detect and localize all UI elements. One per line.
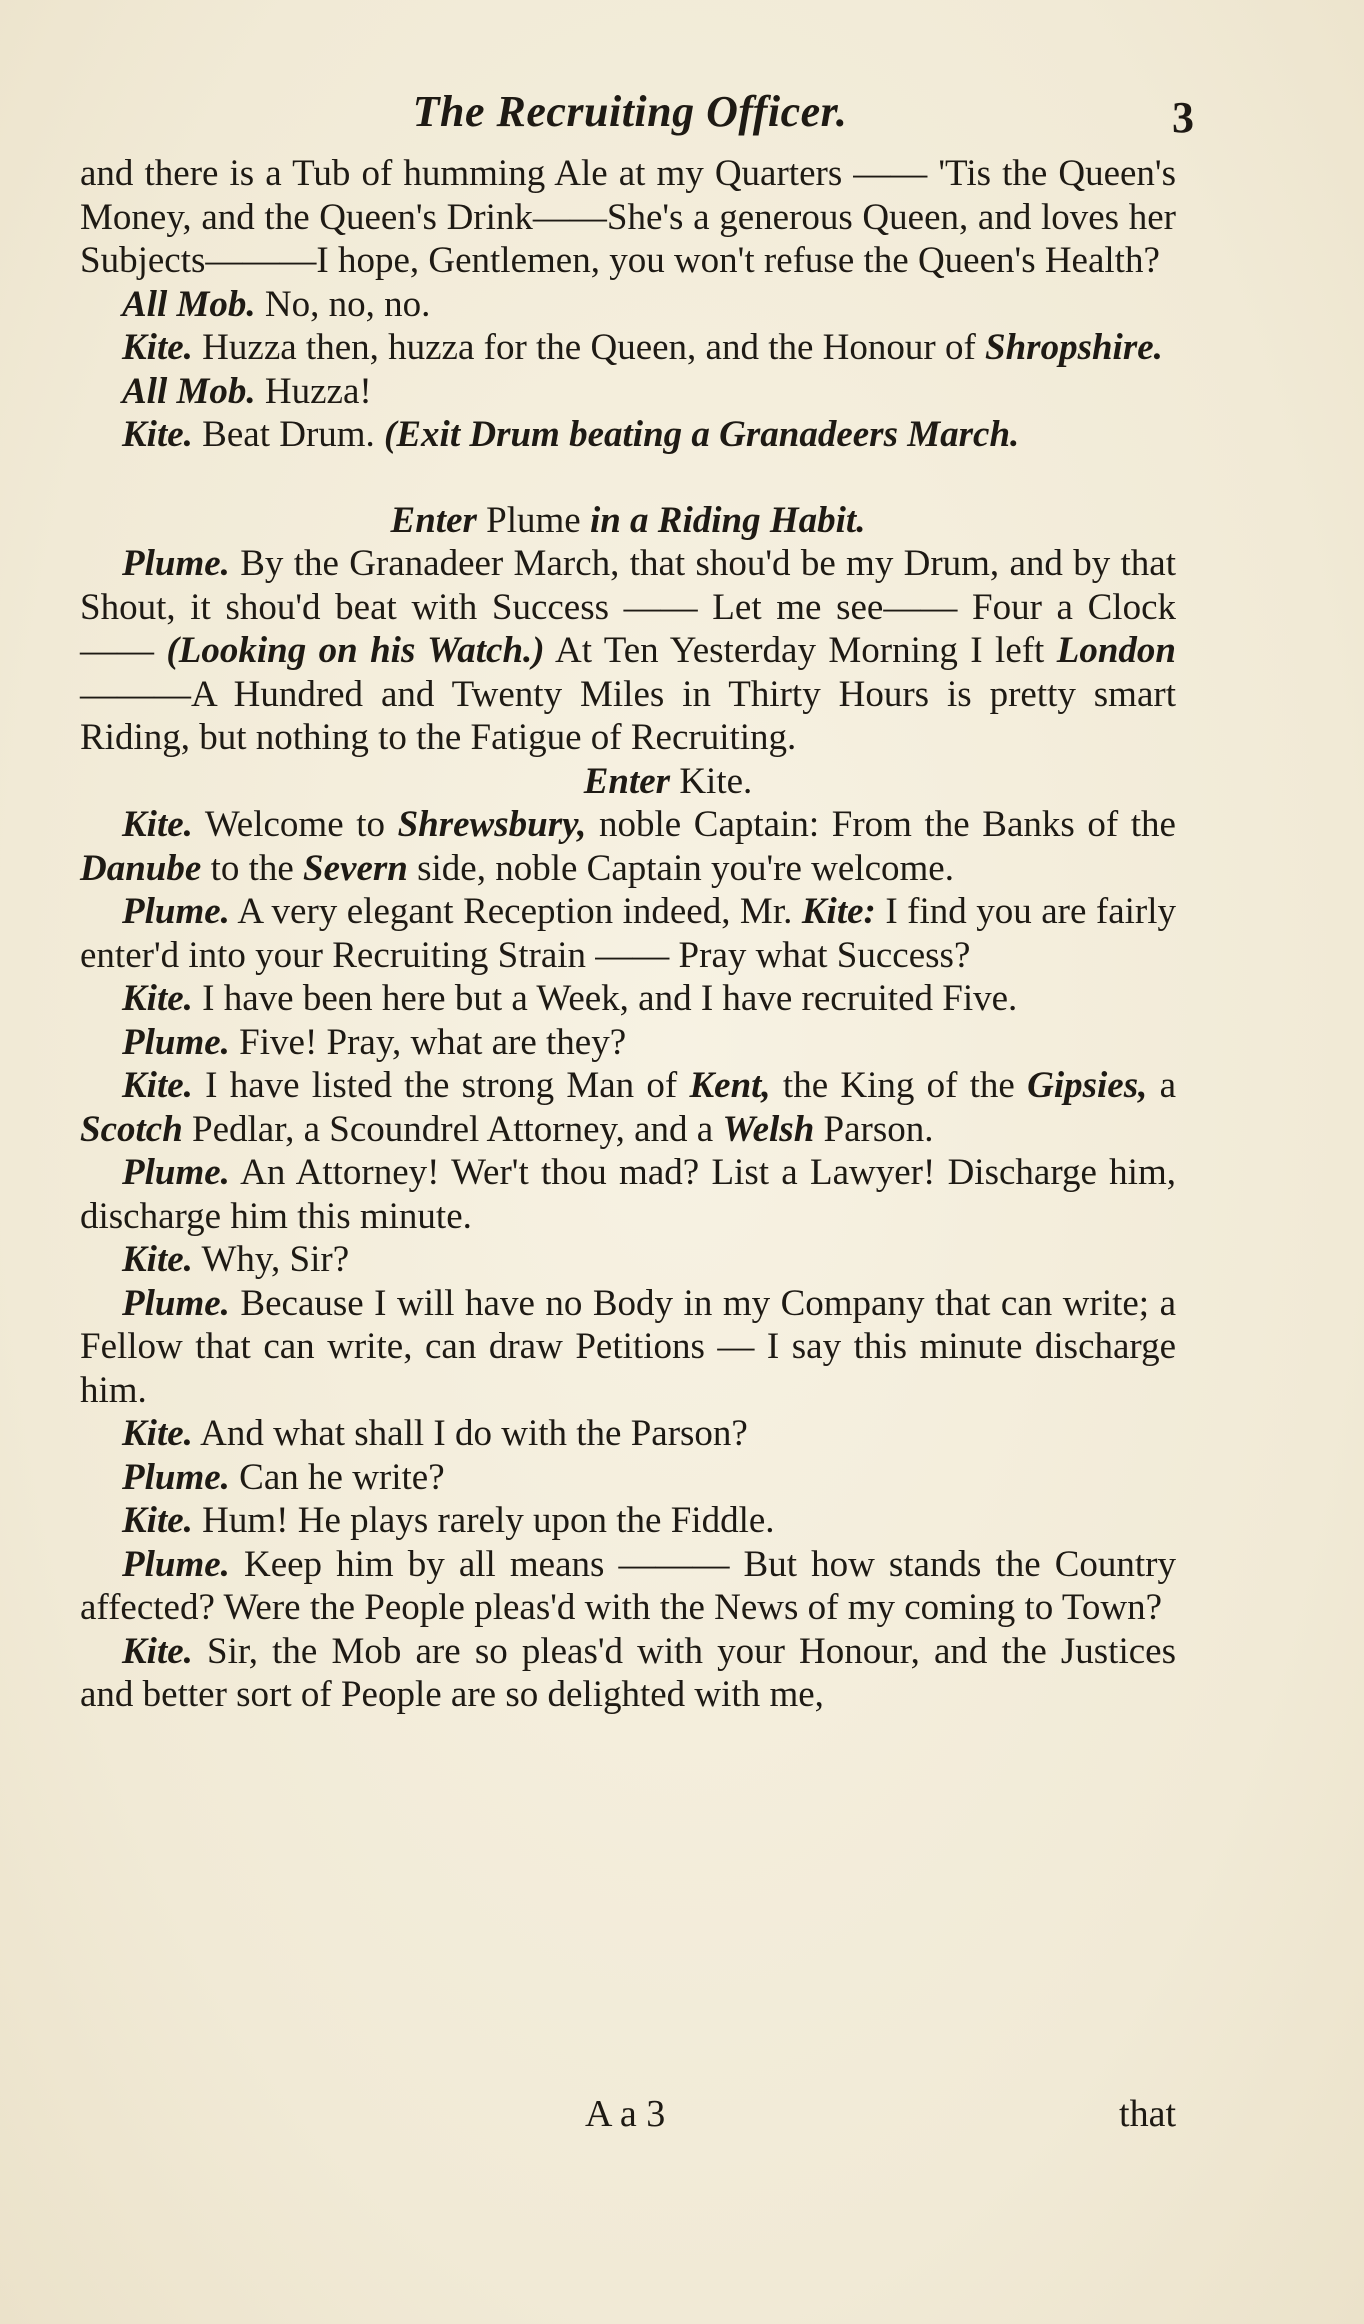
speech: [80, 1238, 1176, 1282]
stage-enter: Enter: [583, 760, 671, 802]
speech-text: ———A Hundred and Twenty Miles in Thirty Hours is pretty smart Riding, but nothing to the Fatigue of Recruiting.: [80, 673, 1176, 758]
character-name: Kite.: [670, 760, 753, 802]
place-name: Welsh: [722, 1108, 815, 1150]
speaker-name: Kite.: [122, 1413, 193, 1454]
speech-text: An Attorney! Wer't thou mad? List a Lawyer! Discharge him, discharge him this minute.: [80, 1152, 1176, 1237]
speech-text: I have been here but a Week, and I have recruited Five.: [192, 978, 1018, 1019]
speaker-name: Kite.: [122, 1065, 193, 1106]
speech: [80, 413, 1176, 457]
speech-text: Five! Pray, what are they?: [229, 1021, 627, 1063]
speech-text: Huzza then, huzza for the Queen, and the Honour of: [192, 327, 986, 368]
speech: [80, 326, 1176, 370]
stage-direction: (Exit Drum beating a Granadeers March.: [384, 414, 1020, 455]
speech-text: No, no, no.: [255, 283, 431, 325]
speech-text: Hum! He plays rarely upon the Fiddle.: [192, 1500, 775, 1541]
speech: [80, 890, 1176, 977]
speech: [80, 370, 1176, 414]
speech-text: I have listed the strong Man of: [192, 1065, 690, 1106]
speech-text: And what shall I do with the Parson?: [192, 1413, 748, 1454]
place-name: Shrewsbury,: [397, 804, 587, 845]
place-name: Gipsies,: [1027, 1065, 1148, 1106]
stage-direction-line: [80, 499, 1176, 543]
speech-text: side, noble Captain you're welcome.: [407, 847, 954, 889]
character-name: Plume: [476, 499, 590, 541]
speaker-name: Kite.: [122, 1630, 193, 1672]
speaker-name: Kite.: [122, 414, 193, 455]
speech: [80, 1064, 1176, 1151]
speech-text: Can he write?: [229, 1456, 445, 1498]
speaker-name: Plume.: [122, 543, 230, 584]
speech: [80, 1021, 1176, 1065]
speech-text: Parson.: [814, 1108, 934, 1150]
speech: [80, 1151, 1176, 1238]
speaker-name: Plume.: [122, 891, 230, 932]
speaker-name: Plume.: [122, 1282, 230, 1324]
speech: [80, 803, 1176, 890]
speech-text: noble Captain: From the Banks of the: [586, 804, 1176, 845]
stage-direction: in a Riding Habit.: [589, 499, 866, 541]
speech-text: to the: [201, 847, 304, 889]
speaker-name: Plume.: [122, 1152, 230, 1193]
place-name: London: [1056, 630, 1177, 671]
speech-text: Because I will have no Body in my Company that can write; a Fellow that can write, can draw Petitions — I say this minute discharge him.: [80, 1282, 1176, 1411]
page-header: [80, 86, 1194, 146]
character-name: Kite:: [801, 891, 876, 932]
page-number: 3: [1172, 93, 1194, 142]
stage-direction: (Looking on his Watch.): [166, 630, 545, 671]
catchword: that: [1119, 2093, 1176, 2135]
play-text: [80, 152, 1176, 1717]
speech-text: Welcome to: [192, 804, 398, 845]
speaker-name: Kite.: [122, 804, 193, 845]
place-name: Severn: [303, 847, 408, 889]
speaker-name: Kite.: [122, 327, 193, 368]
speaker-name: Plume.: [122, 1021, 230, 1063]
page-footer: [80, 2092, 1176, 2142]
stage-direction-line: [80, 760, 1176, 804]
speaker-name: All Mob.: [122, 283, 256, 325]
speech: [80, 1412, 1176, 1456]
speech: [80, 1282, 1176, 1413]
paragraph: [80, 152, 1176, 283]
speaker-name: Plume.: [122, 1456, 230, 1498]
speech-text: Why, Sir?: [192, 1239, 350, 1280]
speech-text: Beat Drum.: [192, 414, 385, 455]
printer-signature: A a 3: [585, 2093, 666, 2135]
running-title: The Recruiting Officer.: [412, 87, 848, 136]
speech-text: and there is a Tub of humming Ale at my Quarters —— 'Tis the Queen's Money, and the Queen's Drink——She's a generous Queen, and loves her Subjects———I hope, Gentlemen, you won't refuse the Queen's Health?: [80, 153, 1176, 281]
speech: [80, 1543, 1176, 1630]
speech-text: By the Granadeer March, that shou'd be my Drum, and by that Shout, it shou'd beat with Success —— Let me see—— Four a Clock——: [80, 543, 1176, 671]
speech: [80, 1499, 1176, 1543]
place-name: Kent,: [689, 1065, 771, 1106]
stage-enter: Enter: [390, 499, 477, 541]
speaker-name: Kite.: [122, 1239, 193, 1280]
speaker-name: All Mob.: [122, 370, 256, 412]
place-name: Scotch: [80, 1108, 183, 1150]
speech-text: the King of the: [770, 1065, 1028, 1106]
speech: [80, 542, 1176, 760]
speech: [80, 977, 1176, 1021]
place-name: Shropshire.: [985, 327, 1163, 368]
speech-text: Keep him by all means ——— But how stands the Country affected? Were the People pleas'd with the News of my coming to Town?: [80, 1543, 1176, 1628]
speaker-name: Kite.: [122, 978, 193, 1019]
speech: [80, 1630, 1176, 1717]
speech: [80, 283, 1176, 327]
speech-text: Pedlar, a Scoundrel Attorney, and a: [182, 1108, 723, 1150]
place-name: Danube: [80, 847, 202, 889]
speaker-name: Kite.: [122, 1500, 193, 1541]
speech-text: a: [1147, 1065, 1176, 1106]
speaker-name: Plume.: [122, 1543, 230, 1585]
speech-text: I find you are fairly enter'd into your Recruiting Strain —— Pray what Success?: [80, 891, 1176, 976]
speech-text: A very elegant Reception indeed, Mr.: [229, 891, 802, 932]
speech-text: Sir, the Mob are so pleas'd with your Honour, and the Justices and better sort of People are so delighted with me,: [80, 1630, 1176, 1715]
speech-text: At Ten Yesterday Morning I left: [544, 630, 1057, 671]
speech-text: Huzza!: [255, 370, 372, 412]
speech: [80, 1456, 1176, 1500]
